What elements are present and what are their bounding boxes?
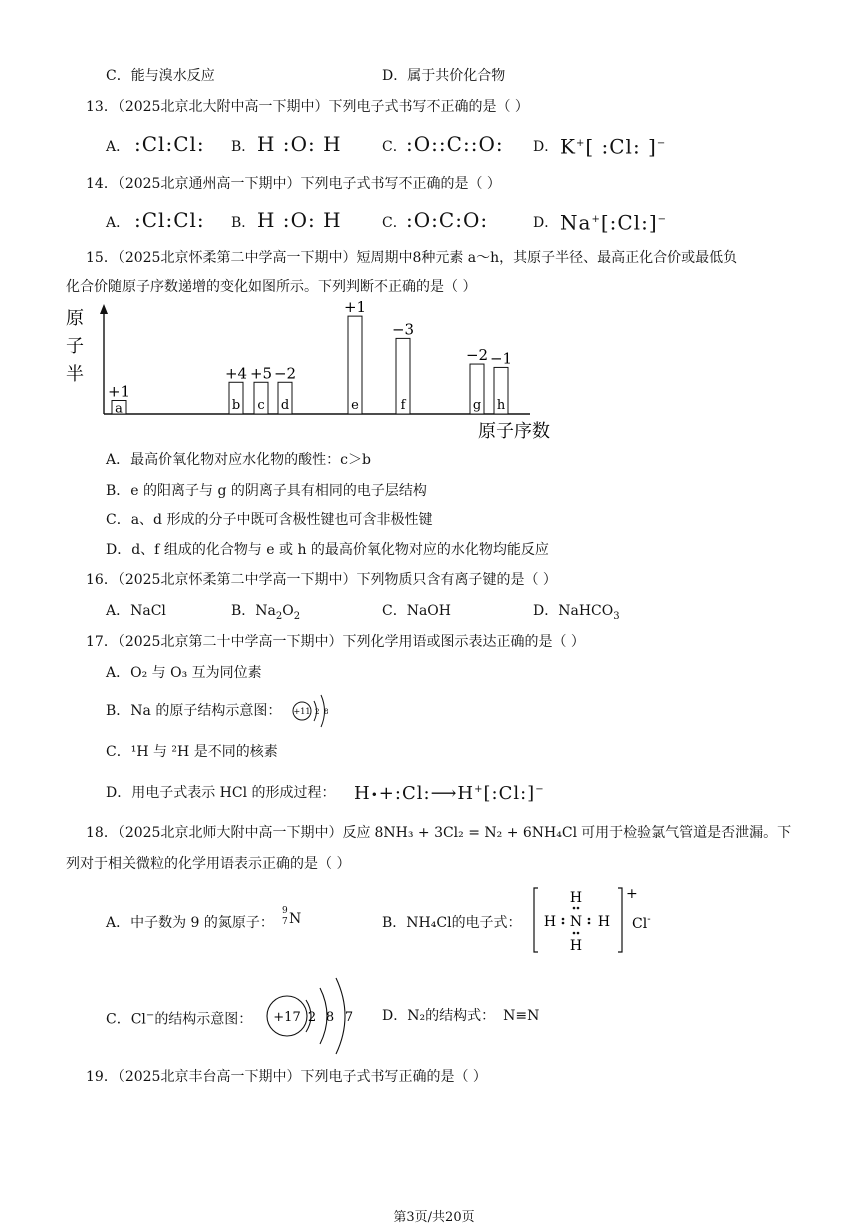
q14-label-c: C．: [382, 215, 407, 231]
bar-label-b: b: [231, 398, 241, 413]
valence-label-h: −1: [489, 349, 513, 368]
q13-formula-a: :Cl:Cl:: [134, 132, 205, 156]
q15-stem-line2: 化合价随原子序数递增的变化如图所示。下列判断不正确的是（ ）: [66, 279, 477, 295]
q14-formula-d: Na+[:Cl:]−: [560, 210, 668, 235]
q14-stem: 14．（2025北京通州高一下期中）下列电子式书写不正确的是（ ）: [86, 176, 501, 192]
q14-label-b: B．: [231, 215, 256, 231]
q13-formula-c: :O::C::O:: [406, 132, 504, 156]
n15-nuclide: 9 7 N: [282, 906, 302, 927]
y-axis-arrow: [100, 304, 108, 314]
q15-chart: [60, 300, 570, 450]
bar-label-a: a: [115, 401, 123, 417]
q18-option-b: B．NH₄Cl的电子式：: [382, 915, 522, 931]
q16-option-a: A．NaCl: [106, 603, 166, 619]
q16-option-c: C．NaOH: [382, 603, 451, 619]
q17-option-c: C．¹H 与 ²H 是不同的核素: [106, 744, 278, 760]
q14-formula-a: :Cl:Cl:: [134, 208, 205, 232]
na-shell-2: 8: [324, 708, 329, 716]
y-axis-label-2: 子: [66, 336, 84, 357]
q16-option-d: D．NaHCO$_3$: [533, 603, 620, 622]
nh4cl-electron-formula: [532, 884, 666, 956]
nh4-h-top: H: [569, 890, 583, 906]
q15-option-d: D．d、f 组成的化合物与 e 或 h 的最高价氧化物对应的水化物均能反应: [106, 542, 549, 558]
valence-label-c: +5: [249, 364, 273, 383]
q13-label-c: C．: [382, 139, 407, 155]
nh4-n: N: [569, 914, 583, 930]
y-axis-label-3: 半: [66, 364, 84, 385]
cl-shell-1: 2: [307, 1010, 317, 1025]
valence-label-f: −3: [391, 320, 415, 339]
q14-formula-c: :O:C:O:: [406, 208, 489, 232]
cl-ion-structure-diagram: [260, 976, 370, 1056]
q14-formula-b: H :O: H: [257, 208, 342, 232]
q13-label-b: B．: [231, 139, 256, 155]
q12-option-d: D．属于共价化合物: [382, 68, 506, 84]
bar-label-e: e: [351, 398, 359, 413]
q13-label-a: A．: [106, 139, 131, 155]
q14-label-d: D．: [533, 215, 559, 231]
q13-formula-d: K+[ :Cl: ]−: [560, 134, 667, 159]
nh4-h-left: H: [543, 914, 557, 930]
na-shell-1: 2: [315, 708, 320, 716]
q13-stem: 13．（2025北京北大附中高一下期中）下列电子式书写不正确的是（ ）: [86, 99, 529, 115]
nh4-h-bottom: H: [569, 938, 583, 954]
q17-stem: 17．（2025北京第二十中学高一下期中）下列化学用语或图示表达正确的是（ ）: [86, 634, 585, 650]
cl-shell-3: 7: [344, 1010, 354, 1025]
q14-label-a: A．: [106, 215, 131, 231]
q19-stem: 19．（2025北京丰台高一下期中）下列电子式书写正确的是（ ）: [86, 1069, 487, 1085]
q15-option-c: C．a、d 形成的分子中既可含极性键也可含非极性键: [106, 512, 433, 528]
q15-option-a: A．最高价氧化物对应水化物的酸性：c＞b: [106, 452, 371, 468]
na-nucleus-label: +11: [293, 707, 311, 716]
q12-option-c: C．能与溴水反应: [106, 68, 215, 84]
q17-option-b: B．Na 的原子结构示意图：: [106, 703, 282, 719]
cl-shell-2: 8: [325, 1010, 335, 1025]
q18-stem-line2: 列对于相关微粒的化学用语表示正确的是（ ）: [66, 856, 351, 872]
q15-stem-line1: 15．（2025北京怀柔第二中学高一下期中）短周期中8种元素 a～h，其原子半径、最高正化合价或最低负: [86, 250, 738, 266]
q16-stem: 16．（2025北京怀柔第二中学高一下期中）下列物质只含有离子键的是（ ）: [86, 572, 557, 588]
q16-option-b: B．$Na_2O_2$: [231, 603, 301, 622]
x-axis-label: 原子序数: [478, 421, 550, 442]
hcl-formation-formula: H•+:Cl:⟶H+[:Cl:]−: [354, 783, 545, 804]
bar-label-g: g: [472, 398, 482, 413]
q18-option-d: D．N₂的结构式： N≡N: [382, 1008, 540, 1024]
q18-option-c: C．Cl−的结构示意图：: [106, 1010, 253, 1028]
valence-label-b: +4: [224, 364, 248, 383]
cl-ion: Cl-: [632, 914, 651, 932]
nh4-h-right: H: [597, 914, 611, 930]
q18-option-a: A．中子数为 9 的氮原子：: [106, 915, 274, 931]
valence-label-e: +1: [343, 300, 367, 317]
bar-label-d: d: [280, 398, 290, 413]
na-atom-diagram: [290, 692, 338, 730]
q15-option-b: B．e 的阳离子与 g 的阴离子具有相同的电子层结构: [106, 483, 427, 499]
y-axis-label-1: 原: [66, 308, 84, 329]
valence-label-g: −2: [465, 346, 489, 365]
q17-option-d: D．用电子式表示 HCl 的形成过程：: [106, 785, 336, 801]
cl-nucleus-label: +17: [273, 1010, 301, 1025]
bar-label-c: c: [257, 398, 265, 413]
q13-formula-b: H :O: H: [257, 132, 342, 156]
valence-label-d: −2: [273, 364, 297, 383]
bar-label-h: h: [496, 398, 506, 413]
q18-stem-line1: 18．（2025北京北师大附中高一下期中）反应 8NH₃ + 3Cl₂ = N₂ + 6NH₄Cl 可用于检验氯气管道是否泄漏。下: [86, 825, 792, 841]
valence-label-a: +1: [107, 382, 131, 401]
nh4-plus: +: [626, 886, 638, 902]
bar-label-f: f: [400, 398, 406, 413]
q13-label-d: D．: [533, 139, 559, 155]
bar-group: [108, 300, 512, 416]
q17-option-a: A．O₂ 与 O₃ 互为同位素: [106, 665, 262, 681]
page-footer: 第3页/共20页: [393, 1210, 475, 1225]
